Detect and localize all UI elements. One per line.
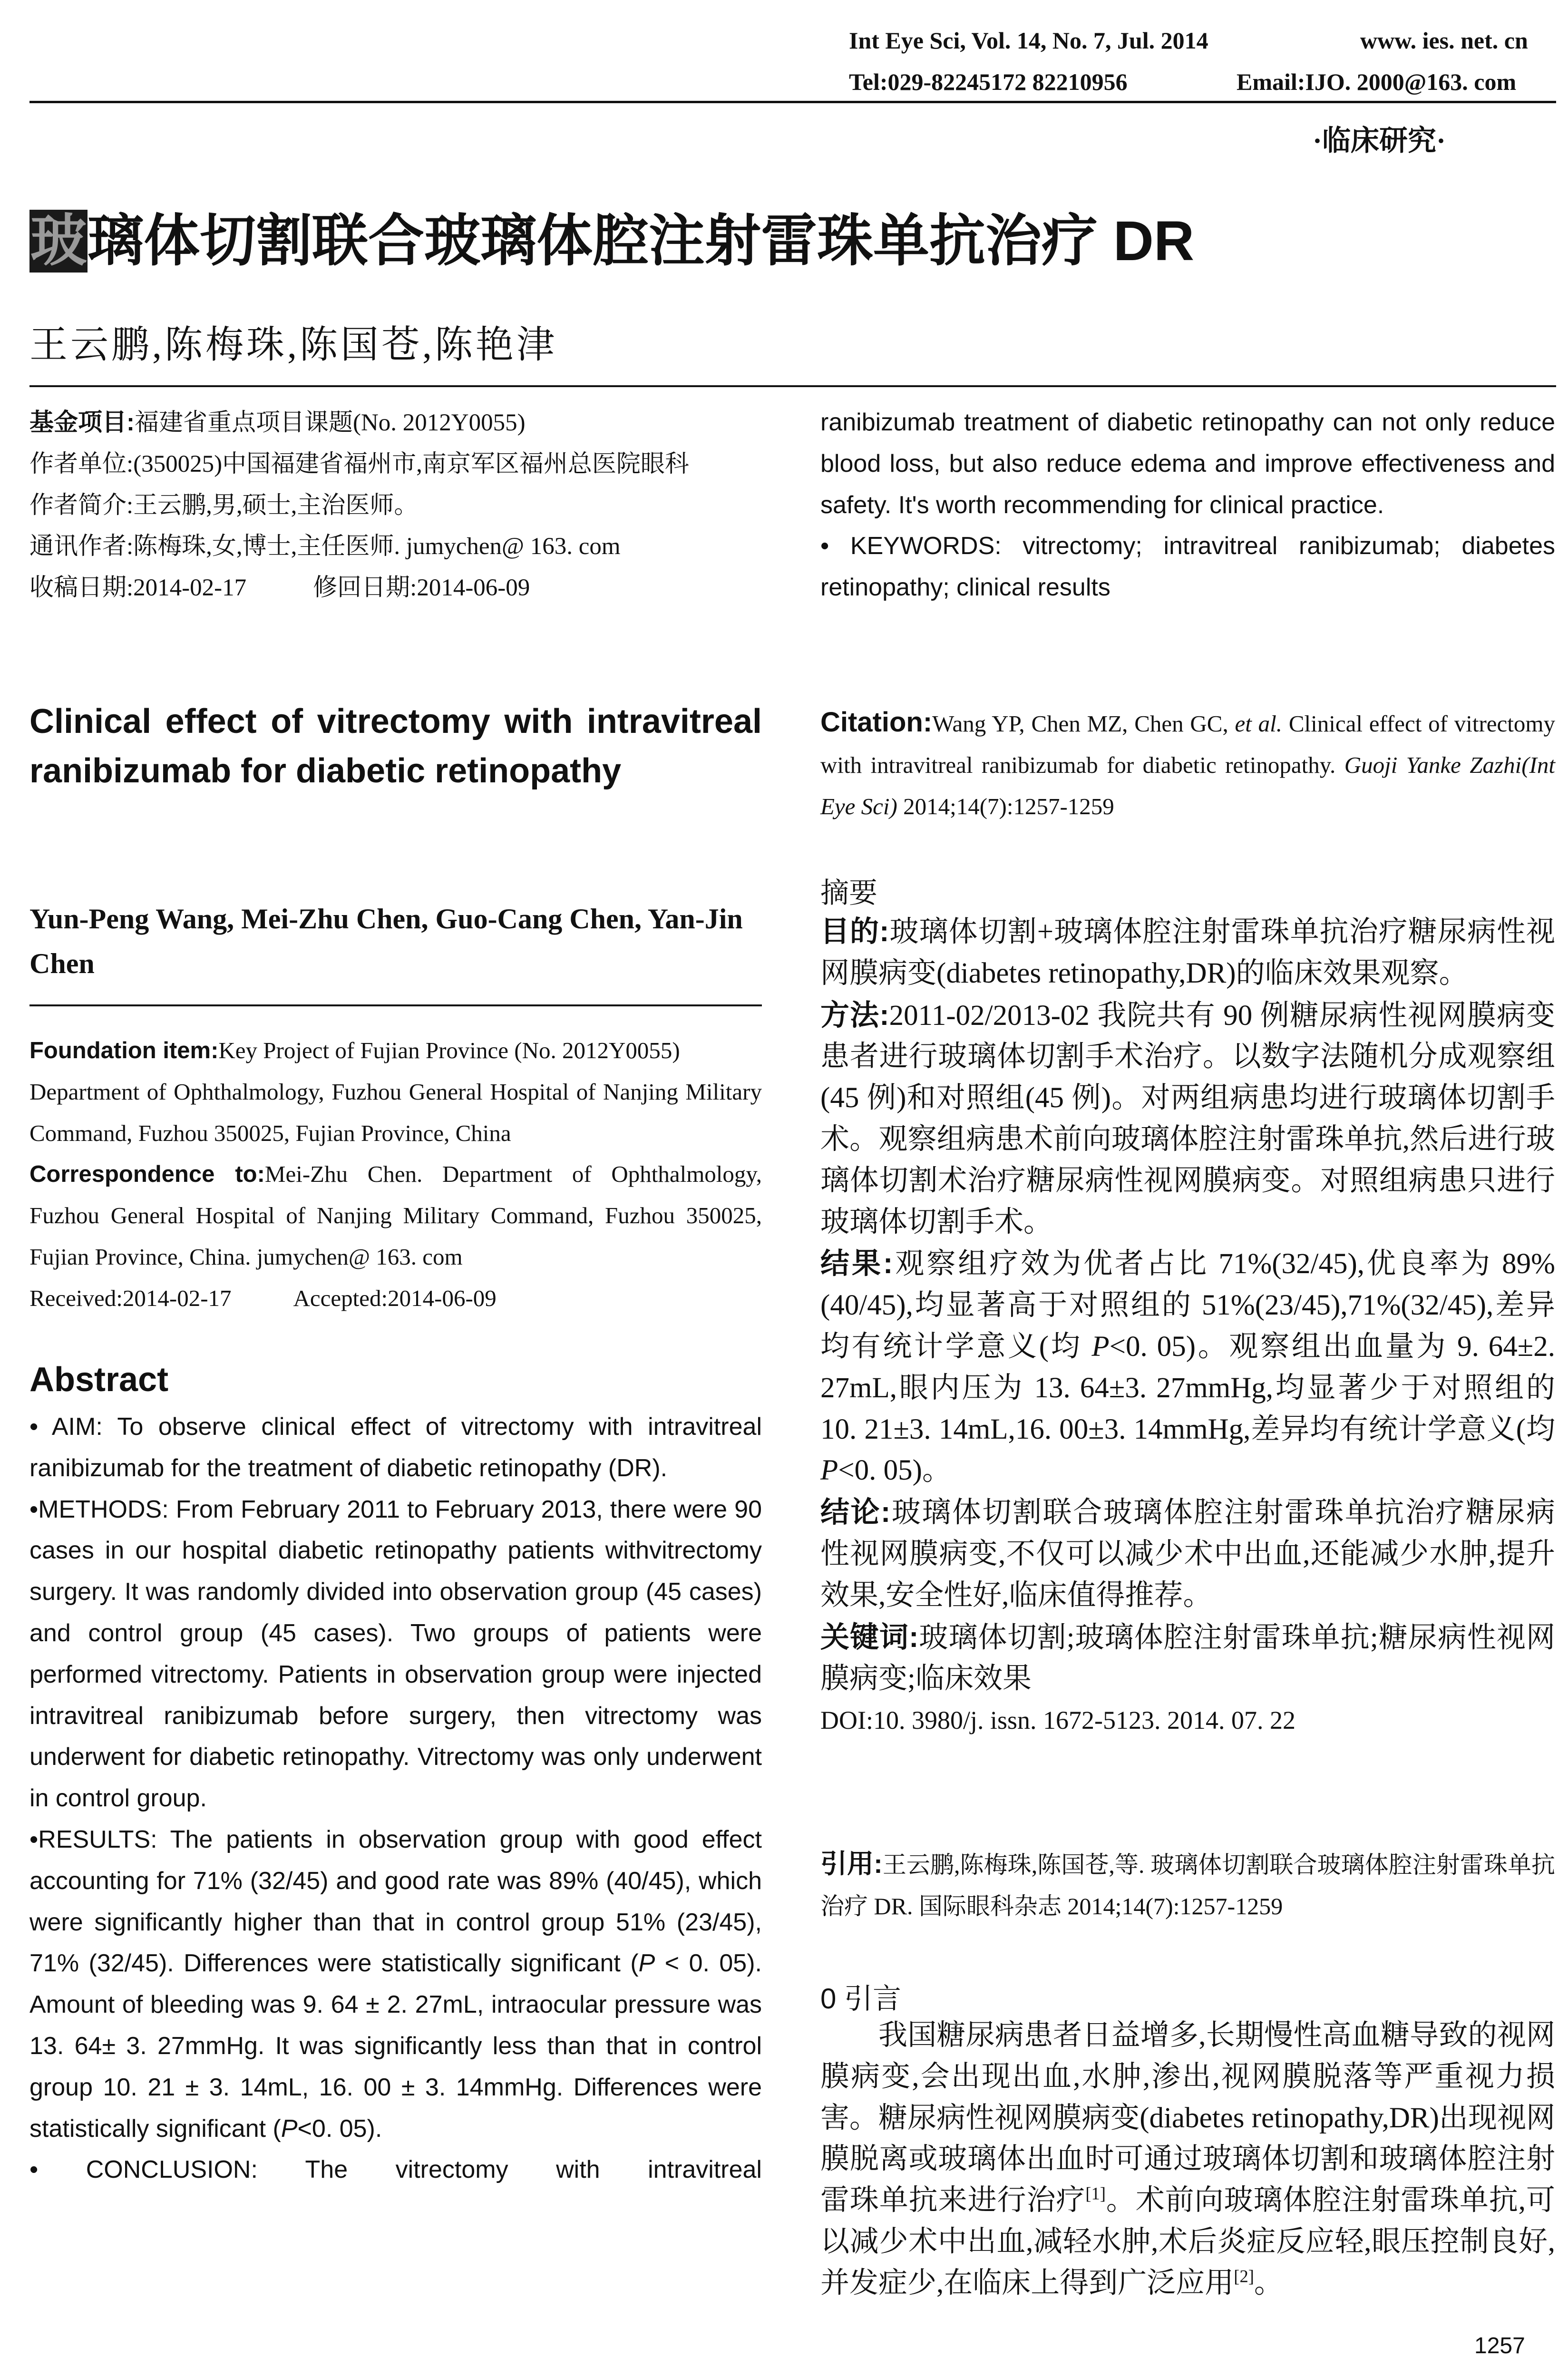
english-title: Clinical effect of vitrectomy with intravitreal ranibizumab for diabetic retinopathy bbox=[29, 702, 762, 790]
authors-cn: 王云鹏,陈梅珠,陈国苍,陈艳津 bbox=[29, 324, 557, 366]
abstract-conclusion-cont: ranibizumab treatment of diabetic retinopathy can not only reduce blood loss, but also reduce edema and improve effectiveness and safety. It's worth recommending for clinical practice. bbox=[820, 409, 1555, 519]
corr-cn: 通讯作者:陈梅珠,女,博士,主任医师. jumychen@ 163. com bbox=[29, 533, 621, 560]
abstract-conclusion-start: • CONCLUSION: The vitrectomy with intravitreal bbox=[29, 2156, 762, 2184]
abstract-cn-conclusion: 结论:玻璃体切割联合玻璃体腔注射雷珠单抗治疗糖尿病性视网膜病变,不仅可以减少术中出血,还能减少水肿,提升效果,安全性好,临床值得推荐。 bbox=[820, 1496, 1555, 1611]
page-number: 1257 bbox=[1474, 2333, 1525, 2358]
abstract-en-left bbox=[29, 1406, 762, 2191]
dates-en: Received:2014-02-17 Accepted:2014-06-09 bbox=[29, 1285, 497, 1311]
foundation-en: Foundation item:Key Project of Fujian Province (No. 2012Y0055) bbox=[29, 1037, 680, 1063]
citation-cn: 引用:王云鹏,陈梅珠,陈国苍,等. 玻璃体切割联合玻璃体腔注射雷珠单抗治疗 DR. 国际眼科杂志 2014;14(7):1257-1259 bbox=[820, 1849, 1555, 1919]
abstract-cn-methods: 方法:2011-02/2013-02 我院共有 90 例糖尿病性视网膜病变患者进行玻璃体切割手术治疗。以数字法随机分成观察组(45 例)和对照组(45 例)。对两组病患均进行玻璃体切割手术。观察组病患术前向玻璃体腔注射雷珠单抗,然后进行玻璃体切割术治疗糖尿病性视网膜病变。对照组病患只进行玻璃体切割手术。 bbox=[820, 998, 1555, 1238]
journal-email[interactable]: Email:IJO. 2000@163. com bbox=[1237, 68, 1517, 95]
title-rule bbox=[29, 385, 1556, 387]
ref-2[interactable]: [2] bbox=[1234, 2266, 1254, 2286]
abstract-cn-heading: 摘要 bbox=[820, 877, 877, 909]
article-title bbox=[29, 209, 1194, 273]
ref-1[interactable]: [1] bbox=[1085, 2183, 1106, 2203]
intro-heading: 0 引言 bbox=[820, 1983, 902, 2015]
abstract-en-right bbox=[820, 402, 1555, 608]
correspondence-en: Correspondence to:Mei-Zhu Chen. Department of Ophthalmology, Fuzhou General Hospital of Nanjing Military Command, Fuzhou 350025, Fujian Province, China. jumychen@ 163. com bbox=[29, 1161, 762, 1270]
abstract-heading: Abstract bbox=[29, 1361, 169, 1399]
journal-tel: Tel:029-82245172 82210956 bbox=[849, 68, 1128, 95]
abstract-keywords: • KEYWORDS: vitrectomy; intravitreal ranibizumab; diabetes retinopathy; clinical results bbox=[820, 532, 1555, 602]
abstract-aim: • AIM: To observe clinical effect of vitrectomy with intravitreal ranibizumab for the treatment of diabetic retinopathy (DR). bbox=[29, 1413, 762, 1482]
unit-cn: 作者单位:(350025)中国福建省福州市,南京军区福州总医院眼科 bbox=[29, 450, 689, 477]
foundation-cn: 基金项目:福建省重点项目课题(No. 2012Y0055) bbox=[29, 409, 526, 436]
abstract-cn-results: 结果:观察组疗效为优者占比 71%(32/45),优良率为 89%(40/45),均显著高于对照组的 51%(23/45),71%(32/45),差异均有统计学意义(均 P<0. 05)。观察组出血量为 9. 64±2. 27mL,眼内压为 13. 64±3. 27mmHg,均显著少于对照组的 10. 21±3. 14mL,16. 00±3. 14mmHg,差异均有统计学意义(均 P<0. 05)。 bbox=[820, 1247, 1555, 1487]
english-authors: Yun-Peng Wang, Mei-Zhu Chen, Guo-Cang Chen, Yan-Jin Chen bbox=[29, 903, 743, 979]
abstract-methods: •METHODS: From February 2011 to February 2013, there were 90 cases in our hospital diabetic retinopathy patients withvitrectomy surgery. It was randomly divided into observation group (45 cases) and control group (45 cases). Two groups of patients were performed vitrectomy. Patients in observation group were injected intravitreal ranibizumab before surgery, then vitrectomy was underwent for diabetic retinopathy. Vitrectomy was only underwent in control group. bbox=[29, 1495, 762, 1812]
header-rule bbox=[29, 101, 1556, 103]
intro-body: 我国糖尿病患者日益增多,长期慢性高血糖导致的视网膜病变,会出现出血,水肿,渗出,视网膜脱落等严重视力损害。糖尿病性视网膜病变(diabetes retinopathy,DR)出现视网膜脱离或玻璃体出血时可通过玻璃体切割和玻璃体腔注射雷珠单抗来进行治疗[1]。术前向玻璃体腔注射雷珠单抗,可以减少术中出血,减轻水肿,术后炎症反应轻,眼压控制良好,并发症少,在临床上得到广泛应用[2]。 bbox=[820, 2019, 1555, 2299]
journal-info: Int Eye Sci, Vol. 14, No. 7, Jul. 2014 bbox=[849, 27, 1208, 54]
section-label: ·临床研究· bbox=[1313, 125, 1446, 156]
abstract-cn-keywords: 关键词:玻璃体切割;玻璃体腔注射雷珠单抗;糖尿病性视网膜病变;临床效果 bbox=[820, 1620, 1555, 1695]
title-first-char: 玻 bbox=[30, 210, 87, 273]
abstract-cn-aim: 目的:玻璃体切割+玻璃体腔注射雷珠单抗治疗糖尿病性视网膜病变(diabetes retinopathy,DR)的临床效果观察。 bbox=[820, 915, 1555, 989]
dates-cn: 收稿日期:2014-02-17 修回日期:2014-06-09 bbox=[29, 575, 530, 602]
info-cn-block bbox=[29, 402, 764, 609]
journal-website[interactable]: www. ies. net. cn bbox=[1360, 27, 1528, 54]
abstract-results: •RESULTS: The patients in observation group with good effect accounting for 71% (32/45) and good rate was 89% (40/45), which were significantly higher than that in control group 51% (23/45), 71% (32/45). Differences were statistically significant (P < 0. 05). Amount of bleeding was 9. 64 ± 2. 27mL, intraocular pressure was 13. 64± 3. 27mmHg. It was significantly less than that in control group 10. 21 ± 3. 14mL, 16. 00 ± 3. 14mmHg. Differences were statistically significant (P<0. 05). bbox=[29, 1825, 762, 2143]
doi[interactable]: DOI:10. 3980/j. issn. 1672-5123. 2014. 07. 22 bbox=[820, 1706, 1295, 1735]
abstract-cn bbox=[820, 911, 1555, 1741]
intro-cn: 作者简介:王云鹏,男,硕士,主治医师。 bbox=[29, 492, 419, 519]
title-rest: 璃体切割联合玻璃体腔注射雷珠单抗治疗 DR bbox=[88, 210, 1195, 273]
authors-rule bbox=[29, 1004, 762, 1006]
department-en: Department of Ophthalmology, Fuzhou General Hospital of Nanjing Military Command, Fuzhou 350025, Fujian Province, China bbox=[29, 1078, 762, 1146]
foundation-en-block bbox=[29, 1030, 762, 1319]
citation-en: Citation:Wang YP, Chen MZ, Chen GC, et al. Clinical effect of vitrectomy with intravitreal ranibizumab for diabetic retinopathy. Guoji Yanke Zazhi(Int Eye Sci) 2014;14(7):1257-1259 bbox=[820, 707, 1555, 819]
